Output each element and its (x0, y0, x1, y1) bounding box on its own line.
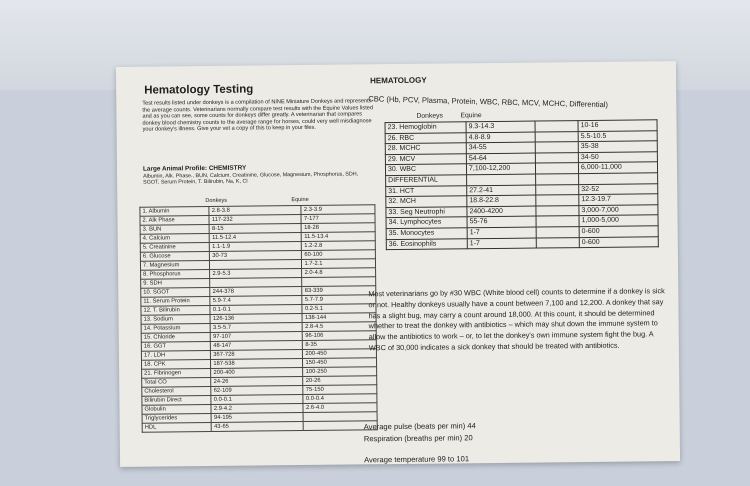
equine-value: 1.7-2.1 (302, 259, 376, 269)
donkey-value: 5.9-7.4 (210, 296, 302, 306)
donkey-value: 2.8-3.8 (209, 206, 301, 216)
spacer-cell (536, 174, 579, 185)
donkey-value: 27.2-41 (467, 185, 536, 196)
donkey-value (467, 174, 536, 185)
equine-value: 0-600 (579, 236, 658, 247)
test-name: 26. RBC (385, 132, 466, 143)
spacer-cell (535, 163, 578, 174)
spacer-cell (536, 237, 579, 248)
donkey-value: 3.5-5.7 (210, 323, 302, 333)
test-name: 1. Albumin (140, 206, 209, 216)
donkey-value: 2.9-5.3 (210, 269, 302, 279)
wbc-paragraph: Most veterinarians go by #30 WBC (White blood cell) counts to determine if a donkey is sick or not. Healthy donkeys usually have a count between 7,100 and 12,200. A donkey that say has a slight bug, may carry a count around 18,000. At this count, it should be determined whether to treat the donkey with antibiotics – which may shut down the immune system to allow the antibiotics to work – or, to let the donkey's own immune system fight the bug. A WBC of 30,000 indicates a sick donkey that should be treated with antibiotics. (368, 286, 665, 353)
equine-value: 2.0-4.8 (302, 268, 376, 278)
test-name: 30. WBC (385, 164, 466, 175)
temperature-text: Average temperature 99 to 101 (364, 454, 470, 465)
donkey-value: 24-26 (211, 376, 303, 386)
donkey-value: 8-15 (209, 224, 301, 234)
intro-text: Test results listed under donkeys is a compilation of NINE Miniature Donkeys and represents the average counts. Veterinarians normally compare test results with the Equine Values listed and as you can see, some counts for donkeys differ greatly. A veterinarian that compares donkey blood chemistry counts to the average range for horses, could very well misdiagnose your donkey's illness. Give your vet a copy of this to keep in your files. (142, 98, 374, 134)
donkey-value: 48-147 (211, 341, 303, 351)
equine-value: 96-106 (303, 331, 377, 341)
test-name: 15. Chloride (141, 332, 210, 342)
page-title: Hematology Testing (144, 83, 254, 97)
equine-value: 8-35 (303, 340, 377, 350)
donkey-value: 94-195 (211, 412, 303, 422)
equine-value: 75-150 (303, 385, 377, 395)
spacer-cell (536, 216, 579, 227)
test-name: 6. Glucose (140, 251, 209, 261)
hematology-table (385, 119, 659, 250)
test-name: 13. Sodium (141, 314, 210, 324)
pulse-text: Average pulse (beats per min) 44 (363, 421, 476, 432)
equine-value: 12.3-19.7 (579, 194, 658, 205)
chemistry-col-donkeys: Donkeys (205, 197, 228, 205)
donkey-value: 18.8-22.8 (467, 195, 536, 206)
donkey-value: 43-65 (212, 421, 304, 431)
test-name: 9. SDH (141, 278, 210, 288)
hematology-col-equine: Equine (460, 112, 482, 120)
donkey-value: 200-400 (211, 367, 303, 377)
equine-value: 2.8-4.5 (303, 322, 377, 332)
spacer-cell (535, 121, 578, 132)
equine-value: 60-100 (302, 250, 376, 260)
donkey-value: 11.5-12.4 (210, 233, 302, 243)
spacer-cell (536, 227, 579, 238)
equine-value: 5.7-7.9 (302, 295, 376, 305)
test-name: 2. Alk Phase (140, 215, 209, 225)
equine-value: 5.5-10.5 (578, 130, 657, 141)
equine-value: 1,000-5,000 (579, 215, 658, 226)
equine-value: 200-450 (303, 349, 377, 359)
test-name: 33. Seg Neutrophi (386, 207, 467, 218)
test-name: 34. Lymphocytes (386, 217, 467, 228)
donkey-value: 1.1-1.9 (210, 242, 302, 252)
test-name: Cholesterol (142, 386, 211, 396)
test-name: Total CO (142, 377, 211, 387)
test-name: 36. Eosinophils (386, 238, 467, 249)
donkey-value: 7,100-12,200 (466, 163, 535, 174)
donkey-value: 55-76 (467, 216, 536, 227)
test-name: 28. MCHC (385, 143, 466, 154)
test-name: 7. Magnesium (140, 260, 209, 270)
chemistry-row (142, 421, 377, 432)
donkey-value: 244-378 (210, 287, 302, 297)
donkey-value: 62-109 (211, 385, 303, 395)
chemistry-col-equine: Equine (291, 196, 309, 204)
hematology-row (386, 236, 658, 249)
hematology-col-donkeys: Donkeys (416, 112, 443, 120)
test-name: 4. Calcium (140, 233, 209, 243)
test-name: 18. CPK (141, 359, 210, 369)
equine-value: 138-144 (302, 313, 376, 323)
respiration-text: Respiration (breaths per min) 20 (363, 433, 473, 444)
test-name: 23. Hemoglobin (385, 122, 466, 133)
test-name: Triglycerides (142, 413, 211, 423)
test-name: 5. Creatinine (140, 242, 209, 252)
test-name: 16. GGT (141, 341, 210, 351)
equine-value: 150-450 (303, 358, 377, 368)
equine-value: 0.0-0.4 (303, 394, 377, 404)
test-name: 21. Fibrinogen (142, 368, 211, 378)
donkey-value: 97-107 (211, 332, 303, 342)
test-name: 12. T. Bilirubin (141, 305, 210, 315)
equine-value: 3,000-7,000 (579, 205, 658, 216)
donkey-value: 367-728 (211, 350, 303, 360)
donkey-value: 187-538 (211, 359, 303, 369)
cbc-line: CBC (Hb, PCV, Plasma, Protein, WBC, RBC, MCV, MCHC, Differential) (368, 94, 609, 110)
test-name: 32. MCH (386, 196, 467, 207)
donkey-value: 54-64 (466, 153, 535, 164)
test-name: 14. Potassium (141, 323, 210, 333)
donkey-value: 34-55 (466, 142, 535, 153)
equine-value: 10-16 (578, 120, 657, 131)
equine-value: 2.6-4.0 (303, 403, 377, 413)
donkey-value: 2400-4200 (467, 206, 536, 217)
equine-value: 1.2-2.8 (302, 241, 376, 251)
equine-value (579, 173, 658, 184)
donkey-value: 0.1-0.1 (210, 305, 302, 315)
profile-text: Albumin, Alk. Phase., BUN, Calcium, Creatinine, Glucose, Magnesium, Phosphorus, SDH, SGOT, Serum Protein, T. Bilirubin, Na, K, Cl (143, 171, 359, 187)
test-name: HDL (142, 422, 211, 432)
equine-value: 100-250 (303, 367, 377, 377)
equine-value: 32-52 (579, 183, 658, 194)
equine-value: 35-38 (578, 141, 657, 152)
equine-value: 0-600 (579, 226, 658, 237)
donkey-value: 2.9-4.2 (211, 403, 303, 413)
equine-value: 2.3-3.9 (301, 205, 375, 215)
equine-value: 20-26 (303, 376, 377, 386)
test-name: 8. Phosphorus (141, 269, 210, 279)
equine-value: 83-339 (302, 286, 376, 296)
donkey-value: 117-232 (209, 215, 301, 225)
spacer-cell (535, 142, 578, 153)
donkey-value: 0.0-0.1 (211, 394, 303, 404)
chemistry-section (139, 196, 381, 433)
donkey-value: 30-73 (210, 251, 302, 261)
test-name: 29. MCV (385, 154, 466, 165)
test-name: 10. SGOT (141, 287, 210, 297)
test-name: Globulin (142, 404, 211, 414)
test-name: 31. HCT (386, 185, 467, 196)
equine-value: 18-28 (302, 223, 376, 233)
test-name: 3. BUN (140, 224, 209, 234)
test-name: 35. Monocytes (386, 228, 467, 239)
chemistry-table (139, 204, 377, 432)
test-name: Bilirubin Direct (142, 395, 211, 405)
hematology-document (116, 61, 680, 467)
donkey-value: 4.8-8.9 (466, 132, 535, 143)
hematology-title: HEMATOLOGY (370, 75, 427, 86)
donkey-value: 1-7 (467, 227, 536, 238)
spacer-cell (535, 131, 578, 142)
equine-value: 11.5-13.4 (302, 232, 376, 242)
donkey-value: 9.3-14.3 (466, 121, 535, 132)
spacer-cell (536, 195, 579, 206)
equine-value: 0.2-5.1 (302, 304, 376, 314)
profile-title: Large Animal Profile: CHEMISTRY (142, 164, 247, 173)
donkey-value: 1-7 (467, 238, 536, 249)
test-name: 17. LDH (141, 350, 210, 360)
equine-value: 6,000-11,000 (578, 162, 657, 173)
spacer-cell (536, 184, 579, 195)
donkey-value: 126-136 (210, 314, 302, 324)
test-name: DIFFERENTIAL (386, 175, 467, 186)
test-name: 11. Serum Protein (141, 296, 210, 306)
spacer-cell (536, 205, 579, 216)
spacer-cell (535, 152, 578, 163)
equine-value: 34-50 (578, 152, 657, 163)
equine-value: 7-177 (301, 214, 375, 224)
